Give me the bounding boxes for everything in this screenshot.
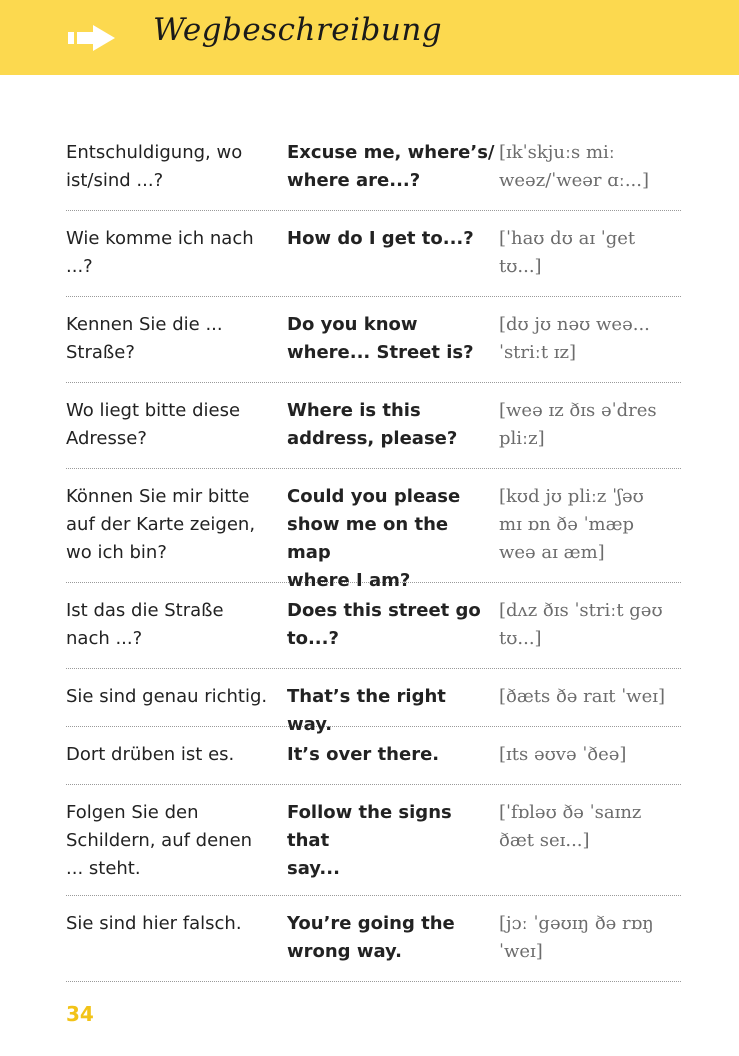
pronunciation: [ðæts ðə raɪt ˈweɪ] xyxy=(499,686,666,707)
phrase-row xyxy=(66,211,681,297)
german-phrase: Entschuldigung, wo ist/sind ...? xyxy=(66,142,243,191)
german-phrase: Kennen Sie die ... Straße? xyxy=(66,314,223,363)
phrase-row xyxy=(66,297,681,383)
right-arrow-icon xyxy=(68,24,116,52)
phrase-row xyxy=(66,785,681,896)
phrase-row xyxy=(66,583,681,669)
pronunciation: [dʊ jʊ nəʊ weə... ˈstriːt ɪz] xyxy=(499,314,650,363)
english-phrase: Could you please show me on the map where I am? xyxy=(287,486,461,591)
phrase-row xyxy=(66,383,681,469)
german-phrase: Ist das die Straße nach ...? xyxy=(66,600,224,649)
phrase-row xyxy=(66,469,681,591)
header-bar xyxy=(0,0,739,75)
pronunciation: [dʌz ðɪs ˈstriːt gəʊ tʊ...] xyxy=(499,600,663,649)
english-phrase: How do I get to...? xyxy=(287,228,474,249)
page-title: Wegbeschreibung xyxy=(153,12,443,48)
pronunciation: [kʊd jʊ pliːz ˈʃəʊ mɪ ɒn ðə ˈmæp weə aɪ æm] xyxy=(499,486,644,563)
english-phrase: Do you know where... Street is? xyxy=(287,314,474,363)
german-phrase: Wo liegt bitte diese Adresse? xyxy=(66,400,241,449)
phrase-row xyxy=(66,669,681,735)
english-phrase: It’s over there. xyxy=(287,744,440,765)
pronunciation: [ˈhaʊ dʊ aɪ ˈget tʊ...] xyxy=(499,228,636,277)
phrase-row xyxy=(66,727,681,785)
phrase-row xyxy=(66,896,681,982)
german-phrase: Dort drüben ist es. xyxy=(66,744,235,765)
german-phrase: Wie komme ich nach ...? xyxy=(66,228,254,277)
german-phrase: Sie sind genau richtig. xyxy=(66,686,268,707)
german-phrase: Folgen Sie den Schildern, auf denen ... steht. xyxy=(66,802,253,879)
pronunciation: [ɪts əʊvə ˈðeə] xyxy=(499,744,627,765)
english-phrase: Excuse me, where’s/ where are...? xyxy=(287,142,495,191)
pronunciation: [ˈfɒləʊ ðə ˈsaɪnz ðæt seɪ...] xyxy=(499,802,642,851)
german-phrase: Sie sind hier falsch. xyxy=(66,913,242,934)
english-phrase: You’re going the wrong way. xyxy=(287,913,455,962)
english-phrase: Where is this address, please? xyxy=(287,400,458,449)
pronunciation: [ɪkˈskjuːs miː weəz/ˈweər ɑː...] xyxy=(499,142,650,191)
pronunciation: [weə ɪz ðɪs əˈdres pliːz] xyxy=(499,400,657,449)
english-phrase: Does this street go to...? xyxy=(287,600,481,649)
english-phrase: Follow the signs that say... xyxy=(287,802,452,879)
phrase-table xyxy=(66,125,681,982)
pronunciation: [jɔː ˈgəʊɪŋ ðə rɒŋ ˈweɪ] xyxy=(499,913,654,962)
english-phrase: That’s the right way. xyxy=(287,686,446,735)
german-phrase: Können Sie mir bitte auf der Karte zeigen, wo ich bin? xyxy=(66,486,256,563)
page-number: 34 xyxy=(66,1002,94,1026)
phrase-row xyxy=(66,125,681,211)
